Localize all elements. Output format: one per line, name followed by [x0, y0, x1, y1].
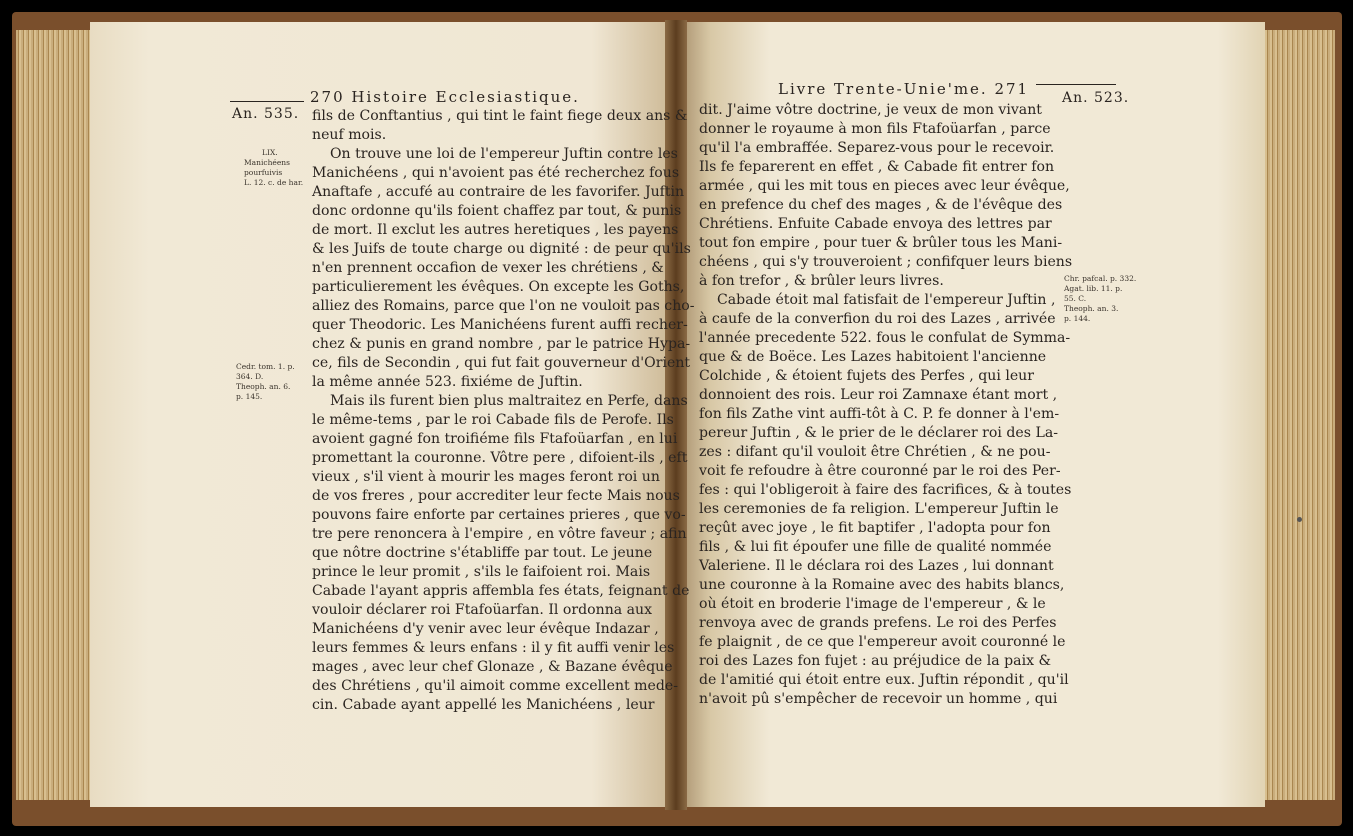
text-line: Manichéens , qui n'avoient pas été recherchez fous: [312, 165, 680, 181]
text-line: une couronne à la Romaine avec des habits blancs,: [699, 577, 1065, 593]
text-line: Ils fe feparerent en effet , & Cabade fit entrer fon: [699, 159, 1055, 175]
right-margin-note: 55. C.: [1064, 294, 1087, 303]
left-year-label: An. 535.: [232, 106, 300, 122]
text-line: zes : difant qu'il vouloit être Chrétien , & ne pou-: [699, 444, 1051, 460]
text-line: n'en prennent occafion de vexer les chrétiens , &: [312, 260, 664, 276]
text-line: donnoient des rois. Leur roi Zamnaxe étant mort ,: [699, 387, 1058, 403]
left-page-edges: [16, 30, 96, 800]
text-line: voit fe refoudre à être couronné par le roi des Per-: [699, 463, 1061, 479]
text-line: des Chrétiens , qu'il aimoit comme excellent mede-: [312, 678, 679, 694]
text-line: à caufe de la converfion du roi des Lazes , arrivée: [699, 311, 1056, 327]
text-line: fes : qui l'obligeroit à faire des facrifices, & à toutes: [699, 482, 1072, 498]
text-line: tout fon empire , pour tuer & brûler tous les Mani-: [699, 235, 1063, 251]
right-margin-note: Chr. pafcal. p. 332.: [1064, 274, 1137, 283]
left-margin-note: L. 12. c. de har.: [244, 178, 304, 187]
text-line: dit. J'aime vôtre doctrine, je veux de mon vivant: [699, 102, 1042, 118]
left-margin-note: LIX.: [262, 148, 278, 157]
text-line: Mais ils furent bien plus maltraitez en Perfe, dans: [330, 393, 688, 409]
text-line: les ceremonies de fa religion. L'empereur Juftin le: [699, 501, 1059, 517]
text-line: fils , & lui fit époufer une fille de qualité nommée: [699, 539, 1052, 555]
text-line: de mort. Il exclut les autres heretiques , les payens: [312, 222, 679, 238]
text-line: prince le leur promit , s'ils le faifoient roi. Mais: [312, 564, 651, 580]
text-line: quer Theodoric. Les Manichéens furent auffi recher-: [312, 317, 688, 333]
text-line: pereur Juftin , & le prier de le déclarer roi des La-: [699, 425, 1058, 441]
text-line: Valeriene. Il le déclara roi des Lazes , lui donnant: [699, 558, 1054, 574]
text-line: la même année 523. fixiéme de Juftin.: [312, 374, 583, 390]
text-line: particulierement les évêques. On excepte les Goths,: [312, 279, 685, 295]
text-line: en prefence du chef des mages , & de l'évêque des: [699, 197, 1063, 213]
text-line: leurs femmes & leurs enfans : il y fit auffi venir les: [312, 640, 675, 656]
text-line: fils de Conftantius , qui tint le faint fiege deux ans &: [312, 108, 688, 124]
text-line: neuf mois.: [312, 127, 387, 143]
text-line: donc ordonne qu'ils foient chaffez par tout, & punis: [312, 203, 682, 219]
text-line: avoient gagné fon troifiéme fils Ftafoüarfan , en lui: [312, 431, 678, 447]
text-line: de vos freres , pour accrediter leur fecte Mais nous: [312, 488, 680, 504]
right-margin-note: p. 144.: [1064, 314, 1091, 323]
text-line: Colchide , & étoient fujets des Perfes , qui leur: [699, 368, 1035, 384]
left-margin-note: p. 145.: [236, 392, 263, 401]
paper-blemish: [1297, 517, 1302, 522]
left-margin-note: 364. D.: [236, 372, 264, 381]
left-margin-note: Cedr. tom. 1. p.: [236, 362, 295, 371]
text-line: Manichéens d'y venir avec leur évêque Indazar ,: [312, 621, 659, 637]
left-margin-note: Theoph. an. 6.: [236, 382, 291, 391]
right-year-label: An. 523.: [1062, 90, 1130, 106]
text-line: chez & punis en grand nombre , par le patrice Hypa-: [312, 336, 691, 352]
text-line: vieux , s'il vient à mourir les mages feront roi un: [312, 469, 660, 485]
text-line: Chrétiens. Enfuite Cabade envoya des lettres par: [699, 216, 1052, 232]
text-line: de l'amitié qui étoit entre eux. Juftin répondit , qu'il: [699, 672, 1069, 688]
text-line: chéens , qui s'y trouveroient ; confifquer leurs biens: [699, 254, 1073, 270]
text-line: fe plaignit , de ce que l'empereur avoit couronné le: [699, 634, 1066, 650]
text-line: armée , qui les mit tous en pieces avec leur évêque,: [699, 178, 1070, 194]
text-line: promettant la couronne. Vôtre pere , difoient-ils , eft: [312, 450, 688, 466]
text-line: que & de Boëce. Les Lazes habitoient l'ancienne: [699, 349, 1047, 365]
text-line: On trouve une loi de l'empereur Juftin contre les: [330, 146, 678, 162]
text-line: donner le royaume à mon fils Ftafoüarfan , parce: [699, 121, 1051, 137]
text-line: vouloir déclarer roi Ftafoüarfan. Il ordonna aux: [312, 602, 653, 618]
text-line: reçût avec joye , le fit baptifer , l'adopta pour fon: [699, 520, 1051, 536]
right-page-edges: [1255, 30, 1335, 800]
text-line: cin. Cabade ayant appellé les Manichéens , leur: [312, 697, 655, 713]
right-year-rule: [1036, 84, 1116, 85]
left-margin-note: pourfuivis: [244, 168, 283, 177]
text-line: mages , avec leur chef Glonaze , & Bazane évêque: [312, 659, 673, 675]
left-year-rule: [230, 101, 304, 102]
text-line: & les Juifs de toute charge ou dignité : de peur qu'ils: [312, 241, 691, 257]
text-line: que nôtre doctrine s'établiffe par tout. Le jeune: [312, 545, 653, 561]
right-margin-note: Theoph. an. 3.: [1064, 304, 1119, 313]
text-line: à fon trefor , & brûler leurs livres.: [699, 273, 944, 289]
text-line: tre pere renoncera à l'empire , en vôtre faveur ; afin: [312, 526, 687, 542]
text-line: Cabade étoit mal fatisfait de l'empereur Juftin ,: [717, 292, 1056, 308]
text-line: où étoit en broderie l'image de l'empereur , & le: [699, 596, 1046, 612]
text-line: pouvons faire enforte par certaines prieres , que vo-: [312, 507, 686, 523]
text-line: le même-tems , par le roi Cabade fils de Perofe. Ils: [312, 412, 674, 428]
text-line: ce, fils de Secondin , qui fut fait gouverneur d'Orient: [312, 355, 691, 371]
text-line: n'avoit pû s'empêcher de recevoir un homme , qui: [699, 691, 1058, 707]
text-line: Anaftafe , accufé au contraire de les favorifer. Juftin: [312, 184, 685, 200]
text-line: roi des Lazes fon fujet : au préjudice de la paix &: [699, 653, 1052, 669]
text-line: alliez des Romains, parce que l'on ne vouloit pas cho-: [312, 298, 695, 314]
text-line: l'année precedente 522. fous le confulat de Symma-: [699, 330, 1071, 346]
left-margin-note: Manichéens: [244, 158, 290, 167]
text-line: fon fils Zathe vint auffi-tôt à C. P. fe donner à l'em-: [699, 406, 1060, 422]
text-line: Cabade l'ayant appris affembla fes états, feignant de: [312, 583, 690, 599]
right-running-head: Livre Trente-Unie'me. 271: [778, 80, 1030, 98]
right-margin-note: Agat. lib. 11. p.: [1064, 284, 1123, 293]
text-line: qu'il l'a embraffée. Separez-vous pour le recevoir.: [699, 140, 1055, 156]
left-running-head: 270 Histoire Ecclesiastique.: [310, 88, 580, 106]
text-line: renvoya avec de grands prefens. Le roi des Perfes: [699, 615, 1057, 631]
